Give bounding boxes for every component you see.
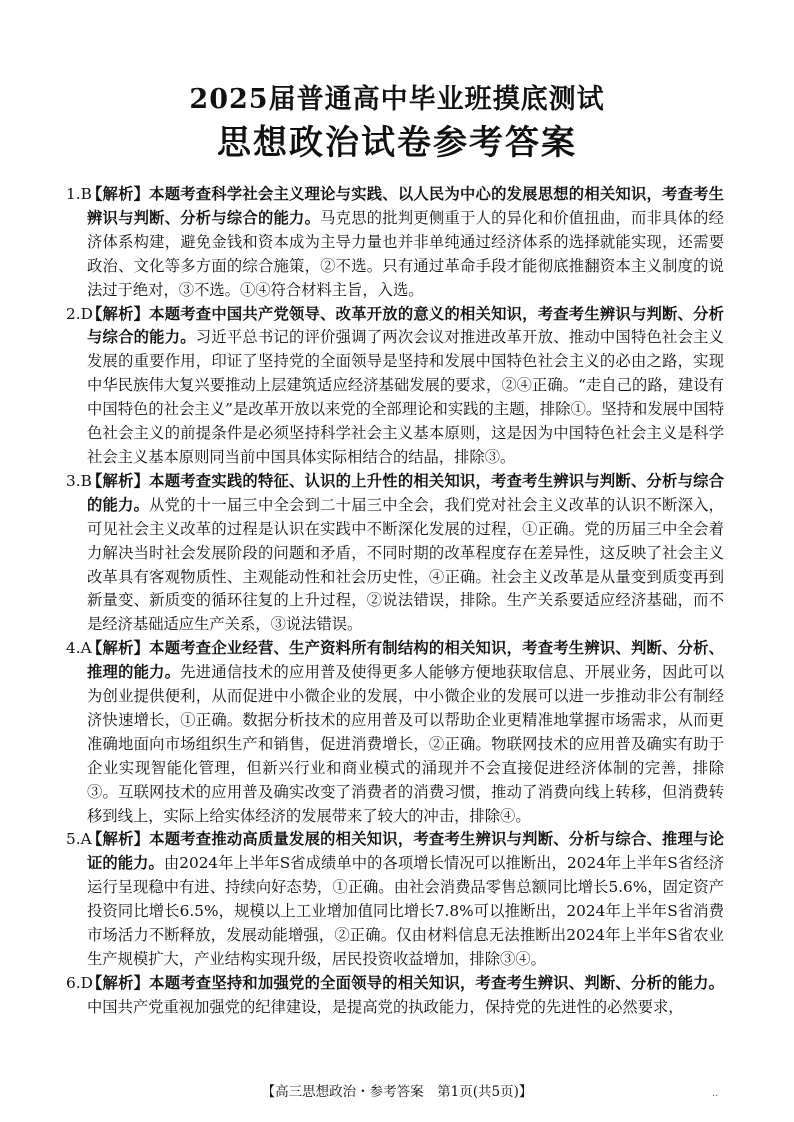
analysis-tag: 【解析】 bbox=[87, 185, 150, 203]
answer-body: 习近平总书记的评价强调了两次会议对推进改革开放、推动中国特色社会主义发展的重要作用，印证了坚持党的全面领导是坚持和发展中国特色社会主义的必由之路，实现中华民族伟大复兴要推动上层建筑适应经济基础发展的要求，②④正确。“走自己的路，建设有中国特色的社会主义”是改革开放以来党的全部理论和实践的主题，排除①。坚持和发展中国特色社会主义的前提条件是必须坚持科学社会主义基本原则，这是因为中国特色社会主义是科学社会主义基本原则同当前中国具体实际相结合的结晶，排除③。 bbox=[87, 328, 724, 466]
answer-topic: 本题考查企业经营、生产资料所有制结构的相关知识，考查考生辨识、判断、分析、推理的能力。 bbox=[87, 639, 724, 682]
answer-item-1 bbox=[66, 183, 724, 303]
answer-topic: 本题考查科学社会主义理论与实践、以人民为中心的发展思想的相关知识，考查考生辨识与判断、分析与综合的能力。 bbox=[87, 185, 724, 227]
answer-topic: 本题考查推动高质量发展的相关知识，考查考生辨识与判断、分析与综合、推理与论证的能力。 bbox=[87, 830, 724, 873]
analysis-tag: 【解析】 bbox=[87, 471, 150, 490]
answer-body: 中国共产党重视加强党的纪律建设，是提高党的执政能力，保持党的先进性的必然要求， bbox=[87, 997, 684, 1016]
answer-number: 6.D bbox=[66, 973, 93, 992]
answer-body: 从党的十一届三中全会到二十届三中全会，我们党对社会主义改革的认识不断深入，可见社会主义改革的过程是认识在实践中不断深化发展的过程，①正确。党的历届三中全会着力解决当时社会发展阶段的问题和矛盾，不同时期的改革程度存在差异性，这反映了社会主义改革具有客观物质性、主观能动性和社会历史性，④正确。社会主义改革是从量变到质变再到新量变、新质变的循环往复的上升过程，②说法错误，排除。生产关系要适应经济基础，而不是经济基础适应生产关系，③说法错误。 bbox=[87, 495, 724, 634]
answer-number: 2.D bbox=[66, 304, 93, 323]
analysis-tag: 【解析】 bbox=[87, 973, 150, 992]
answer-body: 马克思的批判更侧重于人的异化和价值扭曲，而非具体的经济体系构建，避免金钱和资本成为主导力量也并非单纯通过经济体系的选择就能实现，还需要政治、文化等多方面的综合施策，②不选。只有通过革命手段才能彻底推翻资本主义制度的说法过于绝对，③不选。①④符合材料主旨，入选。 bbox=[87, 208, 724, 299]
analysis-tag: 【解析】 bbox=[87, 830, 150, 849]
page-footer: 【高三思想政治・参考答案 第1页(共5页)】 bbox=[261, 1084, 533, 1100]
answer-list bbox=[66, 183, 724, 1020]
answer-item-2 bbox=[66, 303, 724, 470]
answer-number: 1.B bbox=[66, 185, 92, 203]
answer-topic: 本题考查坚持和加强党的全面领导的相关知识，考查考生辨识、判断、分析的能力。 bbox=[149, 973, 724, 992]
answer-body: 先进通信技术的应用普及使得更多人能够方便地获取信息、开展业务，因此可以为创业提供便利，从而促进中小微企业的发展，中小微企业的发展可以进一步推动非公有制经济快速增长，①正确。数据分析技术的应用普及可以帮助企业更精准地掌握市场需求，从而更准确地面向市场组织生产和销售，促进消费增长，②正确。物联网技术的应用普及确实有助于企业实现智能化管理，但新兴行业和商业模式的涌现并不会直接促进经济体制的完善，排除③。互联网技术的应用普及确实改变了消费者的消费习惯，推动了消费向线上转移，但消费转移到线上，实际上给实体经济的发展带来了较大的冲击，排除④。 bbox=[87, 663, 724, 825]
analysis-tag: 【解析】 bbox=[87, 304, 150, 323]
title-line-1: 2025届普通高中毕业班摸底测试 bbox=[189, 84, 605, 115]
corner-mark: .. bbox=[712, 1088, 719, 1099]
answer-item-4 bbox=[66, 637, 724, 828]
answer-item-5 bbox=[66, 828, 724, 971]
answer-topic: 本题考查实践的特征、认识的上升性的相关知识，考查考生辨识与判断、分析与综合的能力。 bbox=[87, 471, 724, 514]
answer-number: 4.A bbox=[66, 639, 92, 658]
analysis-tag: 【解析】 bbox=[87, 639, 150, 658]
title-line-2: 思想政治试卷参考答案 bbox=[217, 123, 577, 163]
answer-topic: 本题考查中国共产党领导、改革开放的意义的相关知识，考查考生辨识与判断、分析与综合的能力。 bbox=[87, 304, 724, 347]
answer-number: 3.B bbox=[66, 471, 92, 490]
answer-item-6 bbox=[66, 972, 724, 1020]
answer-number: 5.A bbox=[66, 830, 92, 849]
answer-body: 由2024年上半年S省成绩单中的各项增长情况可以推断出，2024年上半年S省经济运行呈现稳中有进、持续向好态势，①正确。由社会消费品零售总额同比增长5.6%，固定资产投资同比增长6.5%，规模以上工业增加值同比增长7.8%可以推断出，2024年上半年S省消费市场活力不断释放，发展动能增强，②正确。仅由材料信息无法推断出2024年上半年S省农业生产规模扩大，产业结构实现升级，居民投资收益增加，排除③④。 bbox=[87, 854, 724, 968]
answer-item-3 bbox=[66, 470, 724, 637]
